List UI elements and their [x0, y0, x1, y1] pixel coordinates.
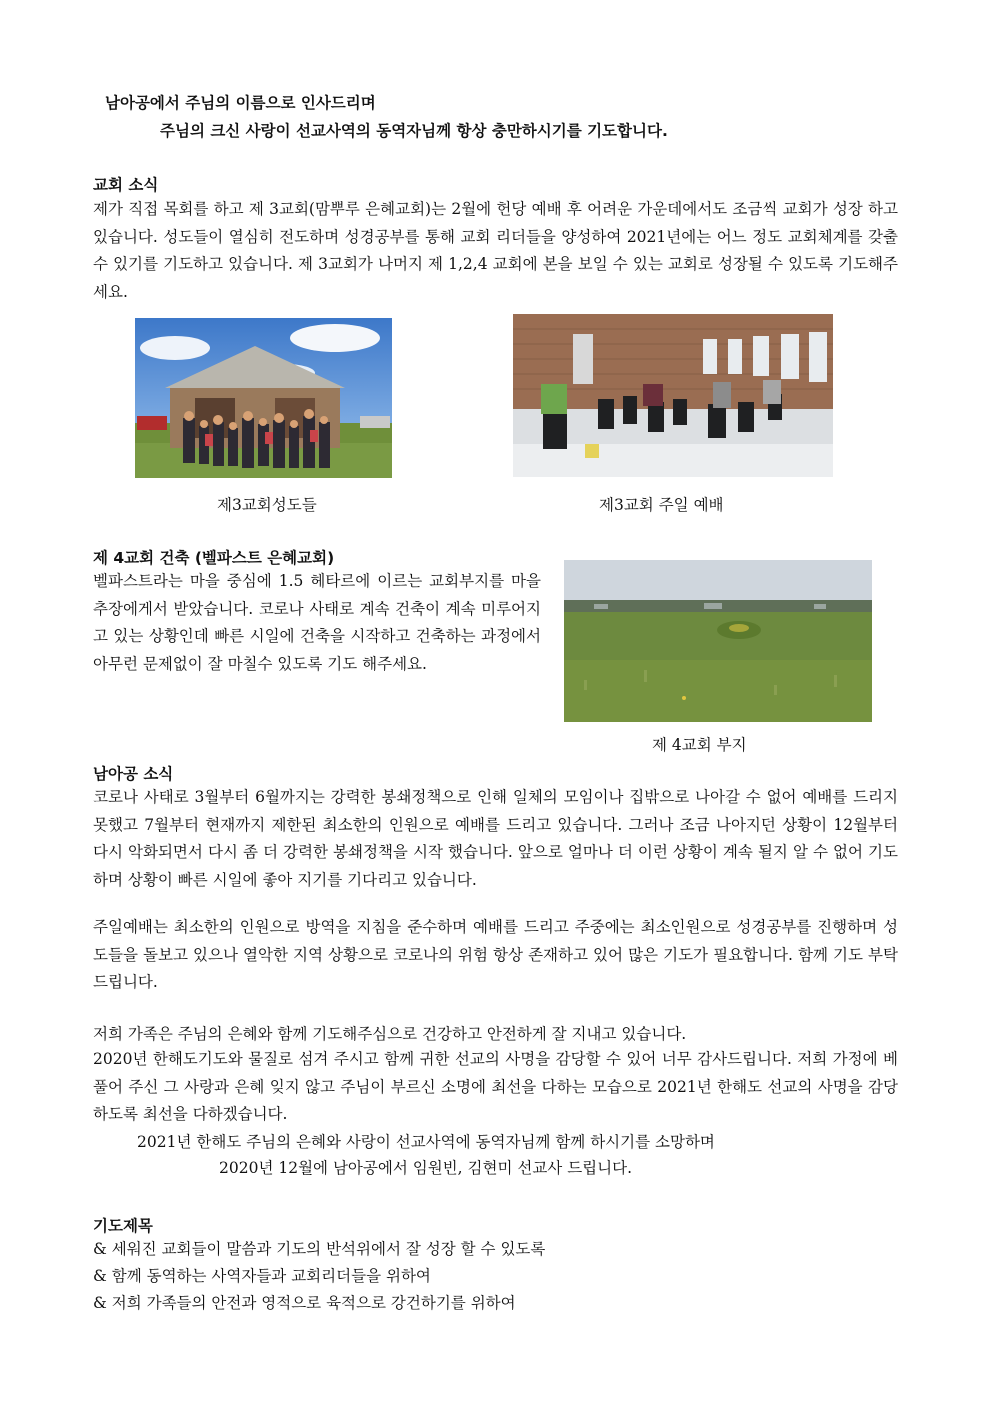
- family-paragraph: 2020년 한해도기도와 물질로 섬겨 주시고 함께 귀한 선교의 사명을 감당할 수 있어 너무 감사드립니다. 저희 가정에 베풀어 주신 그 사랑과 은혜 잊지 않고 주님이 부르신 소명에 최선을 다하는 모습으로 2021년 한해도 선교의 사명을 감당하도록 최선을 다하겠습니다.: [93, 1050, 898, 1123]
- prayer-item: & 세워진 교회들이 말씀과 기도의 반석위에서 잘 성장 할 수 있도록: [93, 1240, 546, 1258]
- closing-line-2: 2020년 12월에 남아공에서 임원빈, 김현미 선교사 드립니다.: [219, 1159, 633, 1177]
- greeting-line-1: 남아공에서 주님의 이름으로 인사드리며: [105, 94, 376, 112]
- prayer-item: & 함께 동역하는 사역자들과 교회리더들을 위하여: [93, 1267, 431, 1285]
- caption-worship: 제3교회 주일 예배: [599, 496, 724, 514]
- family-line-1: 저희 가족은 주님의 은혜와 함께 기도해주심으로 건강하고 안전하게 잘 지내고 있습니다.: [93, 1025, 687, 1043]
- church-news-body: 제가 직접 목회를 하고 제 3교회(맘뿌루 은혜교회)는 2월에 헌당 예배 후 어려운 가운데에서도 조금씩 교회가 성장 하고 있습니다. 성도들이 열심히 전도하며 성경공부를 통해 교회 리더들을 양성하여 2021년에는 어느 정도 교회체계를 갖출 수 있기를 기도하고 있습니다. 제 3교회가 나머지 제 1,2,4 교회에 본을 보일 수 있는 교회로 성장될 수 있도록 기도해주세요.: [93, 200, 898, 301]
- church-news-heading: 교회 소식: [93, 176, 159, 194]
- sa-news-paragraph-1: 코로나 사태로 3월부터 6월까지는 강력한 봉쇄정책으로 인해 일체의 모임이나 집밖으로 나아갈 수 없어 예배를 드리지 못했고 7월부터 현재까지 제한된 최소한의 인원으로 예배를 드리고 있습니다. 그러나 조금 나아지던 상황이 12월부터 다시 악화되면서 다시 좀 더 강력한 봉쇄정책을 시작 했습니다. 앞으로 얼마나 더 이런 상황이 계속 될지 알 수 없어 기도하며 상황이 빠른 시일에 좋아 지기를 기다리고 있습니다.: [93, 788, 898, 889]
- prayer-heading: 기도제목: [93, 1217, 153, 1235]
- fourth-church-heading: 제 4교회 건축 (벨파스트 은혜교회): [93, 549, 335, 567]
- sa-news-paragraph-2: 주일예배는 최소한의 인원으로 방역을 지침을 준수하며 예배를 드리고 주중에는 최소인원으로 성경공부를 진행하며 성도들을 돌보고 있으나 열악한 지역 상황으로 코로나의 위험 항상 존재하고 있어 많은 기도가 필요합니다. 함께 기도 부탁드립니다.: [93, 918, 898, 991]
- sa-news-heading: 남아공 소식: [93, 765, 174, 783]
- congregation-photo: [135, 318, 392, 478]
- fourth-church-body: 벨파스트라는 마을 중심에 1.5 헤타르에 이르는 교회부지를 마을 추장에게서 받았습니다. 코로나 사태로 계속 건축이 계속 미루어지고 있는 상황인데 빠른 시일에 건축을 시작하고 건축하는 과정에서 아무런 문제없이 잘 마칠수 있도록 기도 해주세요.: [93, 572, 541, 673]
- church-site-photo: [564, 560, 872, 722]
- worship-photo: [513, 314, 833, 477]
- prayer-item: & 저희 가족들의 안전과 영적으로 육적으로 강건하기를 위하여: [93, 1294, 516, 1312]
- caption-congregation: 제3교회성도들: [217, 496, 317, 514]
- greeting-line-2: 주님의 크신 사랑이 선교사역의 동역자님께 항상 충만하시기를 기도합니다.: [160, 122, 668, 140]
- closing-line-1: 2021년 한해도 주님의 은혜와 사랑이 선교사역에 동역자님께 함께 하시기를 소망하며: [137, 1133, 715, 1151]
- caption-church-site: 제 4교회 부지: [652, 736, 747, 754]
